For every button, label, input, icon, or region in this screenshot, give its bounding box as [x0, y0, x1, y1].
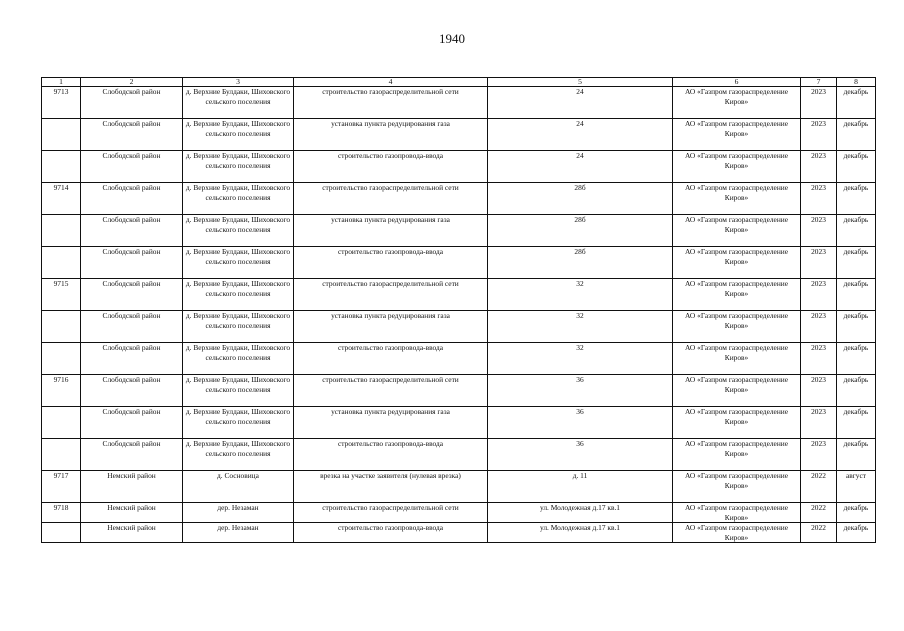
cell-district: Слободской район: [81, 311, 183, 343]
cell-locality: д. Верхние Булдаки, Шиховского сельского поселения: [183, 439, 294, 471]
cell-work: строительство газопровода-ввода: [294, 151, 488, 183]
table-body: [42, 87, 876, 543]
cell-num: [42, 215, 81, 247]
cell-year: 2023: [801, 215, 837, 247]
cell-district: Слободской район: [81, 407, 183, 439]
cell-address: д. 11: [488, 471, 673, 503]
cell-year: 2022: [801, 523, 837, 543]
cell-year: 2023: [801, 247, 837, 279]
table-row: [42, 151, 876, 183]
cell-org: АО «Газпром газораспределение Киров»: [673, 343, 801, 375]
cell-district: Слободской район: [81, 215, 183, 247]
cell-address: ул. Молодежная д.17 кв.1: [488, 523, 673, 543]
cell-org: АО «Газпром газораспределение Киров»: [673, 247, 801, 279]
cell-address: 28б: [488, 247, 673, 279]
header-row: [42, 78, 876, 87]
table-row: [42, 523, 876, 543]
col-header-3: 3: [183, 78, 294, 87]
cell-month: декабрь: [837, 87, 876, 119]
cell-num: 9718: [42, 503, 81, 523]
cell-address: 28б: [488, 183, 673, 215]
cell-work: строительство газопровода-ввода: [294, 247, 488, 279]
cell-org: АО «Газпром газораспределение Киров»: [673, 523, 801, 543]
cell-address: 36: [488, 375, 673, 407]
cell-locality: д. Верхние Булдаки, Шиховского сельского поселения: [183, 87, 294, 119]
cell-work: установка пункта редуцирования газа: [294, 311, 488, 343]
cell-work: строительство газораспределительной сети: [294, 375, 488, 407]
cell-month: декабрь: [837, 503, 876, 523]
cell-month: декабрь: [837, 375, 876, 407]
cell-address: 36: [488, 439, 673, 471]
cell-month: декабрь: [837, 247, 876, 279]
cell-num: [42, 119, 81, 151]
table-row: [42, 503, 876, 523]
cell-address: 32: [488, 279, 673, 311]
cell-work: строительство газораспределительной сети: [294, 279, 488, 311]
cell-org: АО «Газпром газораспределение Киров»: [673, 119, 801, 151]
table-row: [42, 279, 876, 311]
table-row: [42, 247, 876, 279]
cell-month: декабрь: [837, 523, 876, 543]
cell-org: АО «Газпром газораспределение Киров»: [673, 439, 801, 471]
table-row: [42, 87, 876, 119]
cell-year: 2023: [801, 311, 837, 343]
cell-work: строительство газопровода-ввода: [294, 343, 488, 375]
table-row: [42, 407, 876, 439]
cell-num: [42, 523, 81, 543]
table-row: [42, 119, 876, 151]
cell-num: 9713: [42, 87, 81, 119]
cell-address: 24: [488, 119, 673, 151]
cell-org: АО «Газпром газораспределение Киров»: [673, 375, 801, 407]
cell-locality: д. Верхние Булдаки, Шиховского сельского поселения: [183, 119, 294, 151]
cell-address: 24: [488, 151, 673, 183]
cell-month: декабрь: [837, 407, 876, 439]
cell-org: АО «Газпром газораспределение Киров»: [673, 311, 801, 343]
cell-org: АО «Газпром газораспределение Киров»: [673, 151, 801, 183]
cell-locality: д. Верхние Булдаки, Шиховского сельского поселения: [183, 311, 294, 343]
table-row: [42, 183, 876, 215]
cell-work: установка пункта редуцирования газа: [294, 119, 488, 151]
cell-locality: дер. Незаман: [183, 503, 294, 523]
cell-district: Слободской район: [81, 247, 183, 279]
cell-num: 9714: [42, 183, 81, 215]
cell-work: строительство газораспределительной сети: [294, 503, 488, 523]
cell-locality: д. Сосновица: [183, 471, 294, 503]
cell-address: 32: [488, 343, 673, 375]
cell-month: декабрь: [837, 151, 876, 183]
cell-locality: д. Верхние Булдаки, Шиховского сельского поселения: [183, 375, 294, 407]
cell-work: врезка на участке заявителя (нулевая врезка): [294, 471, 488, 503]
cell-num: [42, 151, 81, 183]
table-row: [42, 439, 876, 471]
table-row: [42, 375, 876, 407]
cell-address: 32: [488, 311, 673, 343]
cell-locality: д. Верхние Булдаки, Шиховского сельского поселения: [183, 215, 294, 247]
cell-district: Слободской район: [81, 151, 183, 183]
table-row: [42, 311, 876, 343]
cell-locality: д. Верхние Булдаки, Шиховского сельского поселения: [183, 343, 294, 375]
cell-org: АО «Газпром газораспределение Киров»: [673, 279, 801, 311]
cell-district: Слободской район: [81, 183, 183, 215]
cell-num: [42, 311, 81, 343]
cell-locality: дер. Незаман: [183, 523, 294, 543]
col-header-5: 5: [488, 78, 673, 87]
cell-num: [42, 407, 81, 439]
cell-org: АО «Газпром газораспределение Киров»: [673, 215, 801, 247]
cell-district: Немский район: [81, 523, 183, 543]
cell-address: 36: [488, 407, 673, 439]
cell-month: декабрь: [837, 343, 876, 375]
cell-year: 2023: [801, 151, 837, 183]
cell-district: Немский район: [81, 503, 183, 523]
cell-num: 9716: [42, 375, 81, 407]
cell-month: декабрь: [837, 183, 876, 215]
cell-year: 2023: [801, 439, 837, 471]
cell-month: декабрь: [837, 119, 876, 151]
cell-district: Немский район: [81, 471, 183, 503]
cell-district: Слободской район: [81, 439, 183, 471]
col-header-4: 4: [294, 78, 488, 87]
cell-month: декабрь: [837, 439, 876, 471]
page-number: 1940: [439, 31, 465, 46]
cell-month: декабрь: [837, 279, 876, 311]
col-header-2: 2: [81, 78, 183, 87]
cell-month: август: [837, 471, 876, 503]
cell-num: [42, 247, 81, 279]
cell-district: Слободской район: [81, 87, 183, 119]
cell-year: 2023: [801, 375, 837, 407]
cell-year: 2023: [801, 183, 837, 215]
cell-num: 9715: [42, 279, 81, 311]
cell-district: Слободской район: [81, 343, 183, 375]
cell-locality: д. Верхние Булдаки, Шиховского сельского поселения: [183, 151, 294, 183]
col-header-6: 6: [673, 78, 801, 87]
cell-year: 2023: [801, 119, 837, 151]
cell-work: строительство газораспределительной сети: [294, 87, 488, 119]
table-row: [42, 471, 876, 503]
cell-year: 2023: [801, 407, 837, 439]
cell-work: установка пункта редуцирования газа: [294, 407, 488, 439]
cell-locality: д. Верхние Булдаки, Шиховского сельского поселения: [183, 183, 294, 215]
cell-year: 2023: [801, 87, 837, 119]
cell-num: 9717: [42, 471, 81, 503]
cell-locality: д. Верхние Булдаки, Шиховского сельского поселения: [183, 247, 294, 279]
cell-locality: д. Верхние Булдаки, Шиховского сельского поселения: [183, 279, 294, 311]
cell-org: АО «Газпром газораспределение Киров»: [673, 87, 801, 119]
col-header-7: 7: [801, 78, 837, 87]
cell-org: АО «Газпром газораспределение Киров»: [673, 503, 801, 523]
cell-month: декабрь: [837, 215, 876, 247]
table-row: [42, 343, 876, 375]
cell-district: Слободской район: [81, 279, 183, 311]
cell-address: ул. Молодежная д.17 кв.1: [488, 503, 673, 523]
col-header-8: 8: [837, 78, 876, 87]
cell-org: АО «Газпром газораспределение Киров»: [673, 471, 801, 503]
cell-district: Слободской район: [81, 119, 183, 151]
cell-num: [42, 343, 81, 375]
cell-address: 24: [488, 87, 673, 119]
cell-year: 2023: [801, 279, 837, 311]
cell-locality: д. Верхние Булдаки, Шиховского сельского поселения: [183, 407, 294, 439]
table-row: [42, 215, 876, 247]
col-header-1: 1: [42, 78, 81, 87]
cell-org: АО «Газпром газораспределение Киров»: [673, 183, 801, 215]
cell-num: [42, 439, 81, 471]
cell-work: строительство газопровода-ввода: [294, 439, 488, 471]
cell-district: Слободской район: [81, 375, 183, 407]
cell-year: 2023: [801, 343, 837, 375]
cell-work: строительство газораспределительной сети: [294, 183, 488, 215]
cell-month: декабрь: [837, 311, 876, 343]
cell-year: 2022: [801, 503, 837, 523]
cell-year: 2022: [801, 471, 837, 503]
cell-address: 28б: [488, 215, 673, 247]
cell-work: строительство газопровода-ввода: [294, 523, 488, 543]
cell-work: установка пункта редуцирования газа: [294, 215, 488, 247]
cell-org: АО «Газпром газораспределение Киров»: [673, 407, 801, 439]
data-table: [41, 77, 876, 543]
